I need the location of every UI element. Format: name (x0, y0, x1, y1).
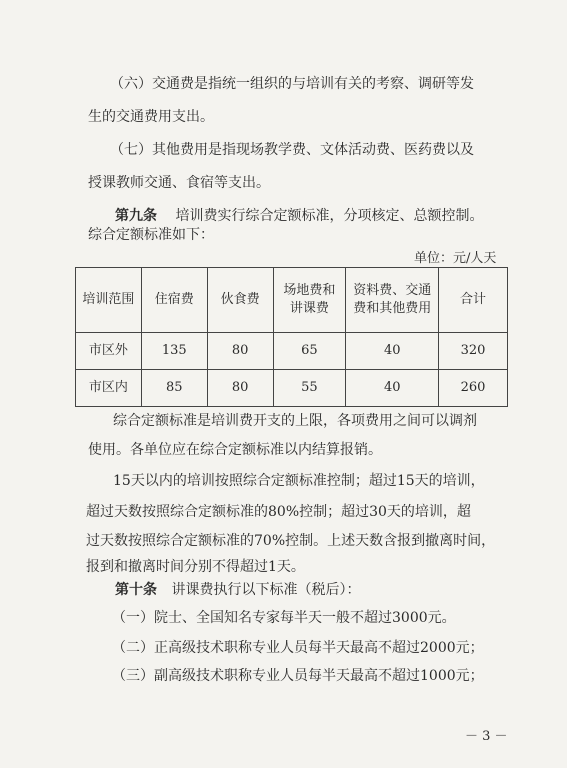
header-materials-line2: 费和其他费用 (353, 301, 432, 316)
header-materials (346, 268, 439, 333)
para-duration-line3: 过天数按照综合定额标准的70%控制。上述天数含报到撤离时间， (86, 533, 496, 549)
para-transport-line1: （六）交通费是指统一组织的与培训有关的考察、调研等发 (110, 76, 474, 92)
cell-materials: 40 (346, 370, 439, 407)
para-other-line2: 授课教师交通、食宿等支出。 (88, 175, 270, 191)
para-other-line1: （七）其他费用是指现场教学费、文体活动费、医药费以及 (110, 142, 474, 158)
fee-standard-table (75, 267, 508, 407)
header-total: 合计 (439, 268, 508, 333)
table-row (76, 370, 508, 407)
article-10-title: 第十条 (115, 582, 157, 598)
unit-label: 单位：元/人天 (414, 251, 497, 266)
article-9-text: 培训费实行综合定额标准，分项核定、总额控制。 (175, 208, 484, 224)
para-duration-line1: 15天以内的培训按照综合定额标准控制；超过15天的培训， (113, 473, 485, 489)
fee-item-3: （三）副高级技术职称专业人员每半天最高不超过1000元； (112, 668, 484, 684)
article-10-line1 (0, 580, 567, 600)
cell-materials: 40 (346, 333, 439, 370)
fee-item-1: （一）院士、全国知名专家每半天一般不超过3000元。 (112, 610, 456, 626)
para-cap-line1: 综合定额标准是培训费开支的上限，各项费用之间可以调剂 (113, 413, 477, 429)
cell-venue: 65 (273, 333, 346, 370)
para-duration-line2: 超过天数按照综合定额标准的80%控制；超过30天的培训，超 (86, 504, 471, 520)
header-meals: 伙食费 (207, 268, 273, 333)
para-transport-line2: 生的交通费用支出。 (88, 109, 214, 125)
article-9-line2: 综合定额标准如下： (88, 227, 214, 243)
para-cap-line2: 使用。各单位应在综合定额标准以内结算报销。 (88, 442, 382, 458)
cell-total: 320 (439, 333, 508, 370)
table-header-row (76, 268, 508, 333)
cell-meals: 80 (207, 370, 273, 407)
article-9-line1 (0, 206, 567, 226)
header-materials-line1: 资料费、交通 (353, 283, 432, 298)
header-lodging: 住宿费 (141, 268, 207, 333)
page-number: － 3 － (465, 729, 508, 744)
cell-scope: 市区外 (76, 333, 142, 370)
table-row (76, 333, 508, 370)
article-9-title: 第九条 (115, 208, 157, 224)
cell-lodging: 85 (141, 370, 207, 407)
cell-lodging: 135 (141, 333, 207, 370)
cell-venue: 55 (273, 370, 346, 407)
cell-scope: 市区内 (76, 370, 142, 407)
header-venue-line1: 场地费和 (283, 283, 336, 298)
header-scope: 培训范围 (76, 268, 142, 333)
cell-total: 260 (439, 370, 508, 407)
para-duration-line4: 报到和撤离时间分别不得超过1天。 (86, 559, 305, 575)
article-10-text: 讲课费执行以下标准（税后）： (171, 582, 361, 598)
cell-meals: 80 (207, 333, 273, 370)
header-venue (273, 268, 346, 333)
header-venue-line2: 讲课费 (289, 301, 329, 316)
fee-item-2: （二）正高级技术职称专业人员每半天最高不超过2000元； (112, 640, 484, 656)
